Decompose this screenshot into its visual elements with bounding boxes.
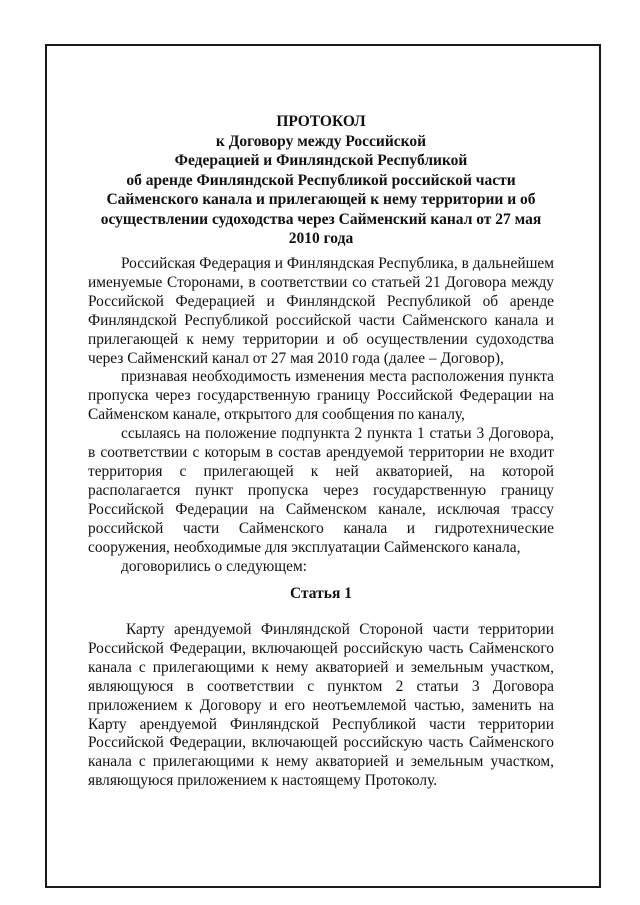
title-line: ПРОТОКОЛ (276, 113, 366, 130)
title-line: Сайменского канала и прилегающей к нему территории и об (106, 191, 536, 208)
article-heading: Статья 1 (290, 585, 352, 602)
preamble-paragraph: Российская Федерация и Финляндская Республика, в дальнейшем именуемые Сторонами, в соответствии со статьей 21 Договора между Российской Федерацией и Финляндской Республикой об аренде Финляндской Республикой российской части Сайменского канала и прилегающей к нему территории и об осуществлении судоходства через Сайменский канал от 27 мая 2010 года (далее – Договор), (88, 255, 554, 367)
document-title (88, 112, 554, 249)
preamble-paragraph: ссылаясь на положение подпункта 2 пункта 1 статьи 3 Договора, в соответствии с которым в состав арендуемой территории не входит территория с прилегающей к ней акваторией, на которой располагается пункт пропуска через государственную границу Российской Федерации на Сайменском канале, исключая трассу российской части Сайменского канала и гидротехнические сооружения, необходимые для эксплуатации Сайменского канала, (88, 425, 554, 556)
article-paragraph: Карту арендуемой Финляндской Стороной части территории Российской Федерации, включающей российскую часть Сайменского канала с прилегающими к нему акваторией и земельным участком, являющуюся в соответствии с пунктом 2 статьи 3 Договора приложением к Договору и его неотъемлемой частью, заменить на Карту арендуемой Финляндской Республикой части территории Российской Федерации, включающей российскую часть Сайменского канала с прилегающими к нему акваторией и земельным участком, являющуюся приложением к настоящему Протоколу. (88, 621, 554, 790)
preamble (88, 255, 554, 576)
title-line: Федерацией и Финляндской Республикой (174, 152, 468, 169)
title-line: об аренде Финляндской Республикой российской части (126, 171, 516, 189)
article-body (88, 621, 554, 791)
title-line: к Договору между Российской (215, 132, 427, 150)
preamble-paragraph: договорились о следующем: (121, 557, 307, 575)
title-line: 2010 года (288, 230, 354, 247)
title-line: осуществлении судоходства через Сайменский канал от 27 мая (100, 210, 542, 228)
preamble-paragraph: признавая необходимость изменения места расположения пункта пропуска через государственную границу Российской Федерации на Сайменском канале, открытого для сообщения по каналу, (88, 368, 554, 424)
